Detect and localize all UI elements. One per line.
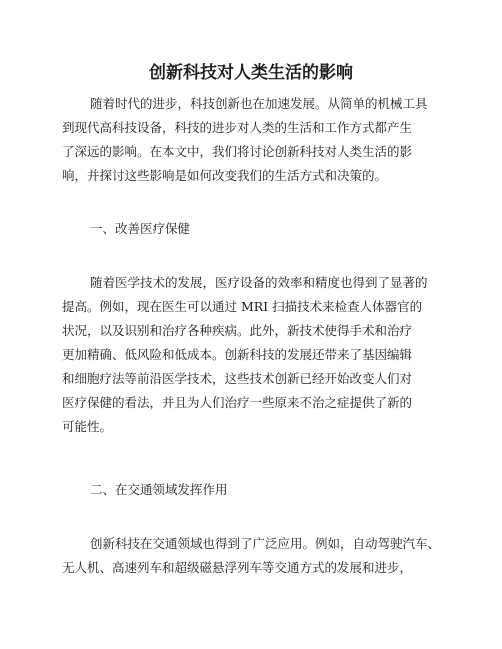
- section1-line: 状况，以及识别和治疗各种疾病。此外，新技术使得手术和治疗: [62, 323, 413, 338]
- section1-line: 提高。例如，现在医生可以通过 MRI 扫描技术来检查人体器官的: [62, 299, 423, 314]
- intro-line: 到现代高科技设备，科技的进步对人类的生活和工作方式都产生: [62, 120, 413, 135]
- section1-line: 医疗保健的看法，并且为人们治疗一些原来不治之症提供了新的: [62, 395, 413, 410]
- section1-line: 随着医学技术的发展，医疗设备的效率和精度也得到了显著的: [90, 275, 428, 290]
- document-title: 创新科技对人类生活的影响: [149, 63, 353, 83]
- section1-line: 更加精确、低风险和低成本。创新科技的发展还带来了基因编辑: [62, 347, 413, 362]
- section1-line: 可能性。: [62, 419, 113, 434]
- intro-line: 响，并探讨这些影响是如何改变我们的生活方式和决策的。: [62, 168, 388, 183]
- section1-line: 和细胞疗法等前沿医学技术，这些技术创新已经开始改变人们对: [62, 371, 413, 386]
- intro-line: 随着时代的进步，科技创新也在加速发展。从简单的机械工具: [90, 96, 428, 111]
- section2-line: 创新科技在交通领域也得到了广泛应用。例如，自动驾驶汽车、: [90, 536, 441, 551]
- section-heading-healthcare: 一、改善医疗保健: [90, 221, 191, 236]
- intro-line: 了深远的影响。在本文中，我们将讨论创新科技对人类生活的影: [62, 144, 413, 159]
- section-heading-transport: 二、在交通领域发挥作用: [90, 482, 228, 497]
- section2-line: 无人机、高速列车和超级磁悬浮列车等交通方式的发展和进步，: [62, 560, 413, 575]
